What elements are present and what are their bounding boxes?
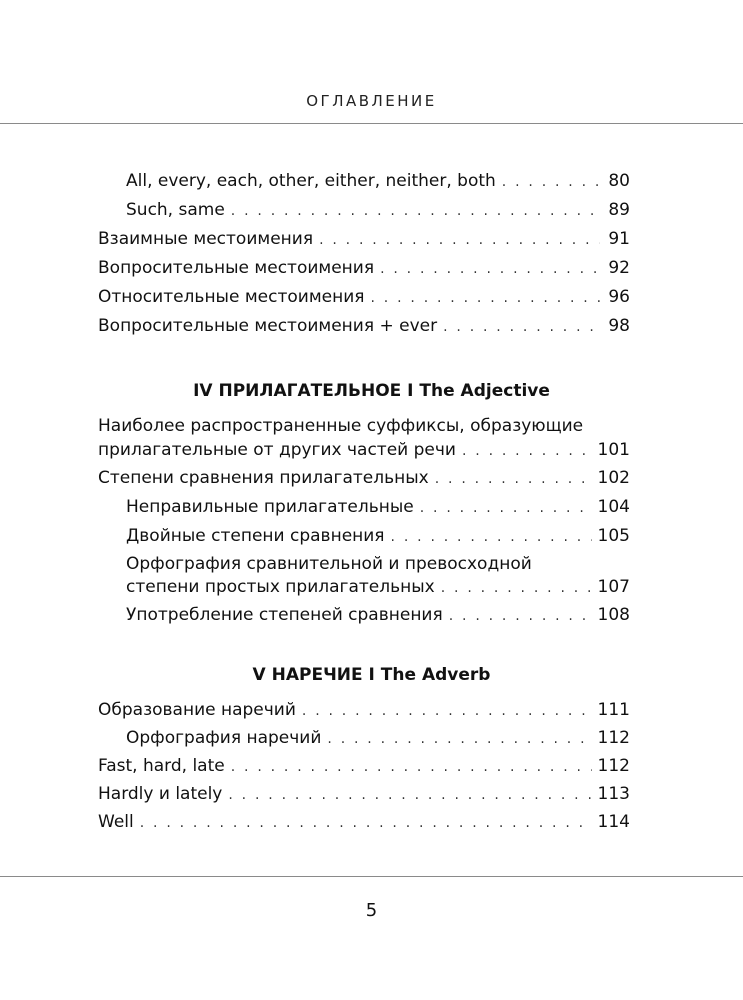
toc-entry-title: Взаимные местоимения [98,229,314,249]
dot-leader [502,169,600,195]
page-number: 5 [365,900,378,921]
toc-entry[interactable] [126,523,630,549]
toc-entry-page: 96 [608,287,630,307]
toc-entry-title: Well [98,812,134,832]
dot-leader [228,782,591,808]
dot-leader [391,524,592,550]
toc-entry-title: Двойные степени сравнения [126,526,385,546]
toc-entry-title: Неправильные прилагательные [126,497,414,517]
dot-leader [462,438,592,464]
toc-entry-page: 105 [597,526,630,546]
toc-entry-page: 91 [608,229,630,249]
toc-entry-title: Степени сравнения прилагательных [98,468,429,488]
section-title-adverb[interactable]: V НАРЕЧИЕ I The Adverb [252,665,491,685]
toc-entry-page: 89 [608,200,630,220]
toc-entry-page: 92 [608,258,630,278]
dot-leader [140,810,592,836]
dot-leader [441,575,592,601]
toc-entry-title: Вопросительные местоимения + ever [98,316,438,336]
toc-entry[interactable] [126,725,630,751]
dot-leader [319,227,600,253]
toc-entry-title: Fast, hard, late [98,756,225,776]
toc-entry-page: 112 [597,728,630,748]
dot-leader [327,726,591,752]
toc-entry-page: 107 [597,577,630,597]
toc-entry-title: Образование наречий [98,700,296,720]
toc-entry[interactable] [98,697,630,723]
dot-leader [420,495,592,521]
dot-leader [371,285,601,311]
toc-entry-first-line: Орфография сравнительной и превосходной [126,554,532,574]
dot-leader [435,466,592,492]
toc-entry-title: All, every, each, other, either, neither, both [126,171,496,191]
dot-leader [443,314,600,340]
toc-entry-page: 111 [597,700,630,720]
footer-rule [0,876,743,877]
toc-entry[interactable] [98,313,630,339]
toc-entry-title: Such, same [126,200,225,220]
dot-leader [231,754,592,780]
toc-entry-page: 112 [597,756,630,776]
header-rule [0,123,743,124]
toc-entry[interactable] [98,809,630,835]
toc-entry-page: 104 [597,497,630,517]
dot-leader [449,603,592,629]
toc-entry[interactable] [98,437,630,463]
toc-entry-title: прилагательные от других частей речи [98,440,456,460]
toc-entry-page: 114 [597,812,630,832]
toc-entry-page: 102 [597,468,630,488]
toc-entry-first-line: Наиболее распространенные суффиксы, образующие [98,416,584,436]
dot-leader [231,198,600,224]
dot-leader [302,698,592,724]
toc-entry-page: 98 [608,316,630,336]
toc-entry-page: 101 [597,440,630,460]
toc-entry[interactable] [126,197,630,223]
toc-entry-title: Hardly и lately [98,784,223,804]
running-head: ОГЛАВЛЕНИЕ [306,92,437,110]
toc-entry[interactable] [126,574,630,600]
toc-entry-page: 113 [597,784,630,804]
toc-entry-page: 108 [597,605,630,625]
toc-entry[interactable] [126,602,630,628]
toc-entry[interactable] [126,168,630,194]
toc-entry-title: Относительные местоимения [98,287,365,307]
toc-entry[interactable] [98,753,630,779]
toc-entry[interactable] [98,465,630,491]
toc-entry[interactable] [98,284,630,310]
toc-entry-title: степени простых прилагательных [126,577,435,597]
toc-entry-page: 80 [608,171,630,191]
toc-entry[interactable] [126,494,630,520]
toc-entry-title: Орфография наречий [126,728,322,748]
toc-entry[interactable] [98,255,630,281]
section-title-adjective[interactable]: IV ПРИЛАГАТЕЛЬНОЕ I The Adjective [193,381,550,401]
toc-entry-title: Употребление степеней сравнения [126,605,443,625]
toc-entry[interactable] [98,781,630,807]
toc-entry[interactable] [98,226,630,252]
toc-entry-title: Вопросительные местоимения [98,258,375,278]
dot-leader [380,256,600,282]
